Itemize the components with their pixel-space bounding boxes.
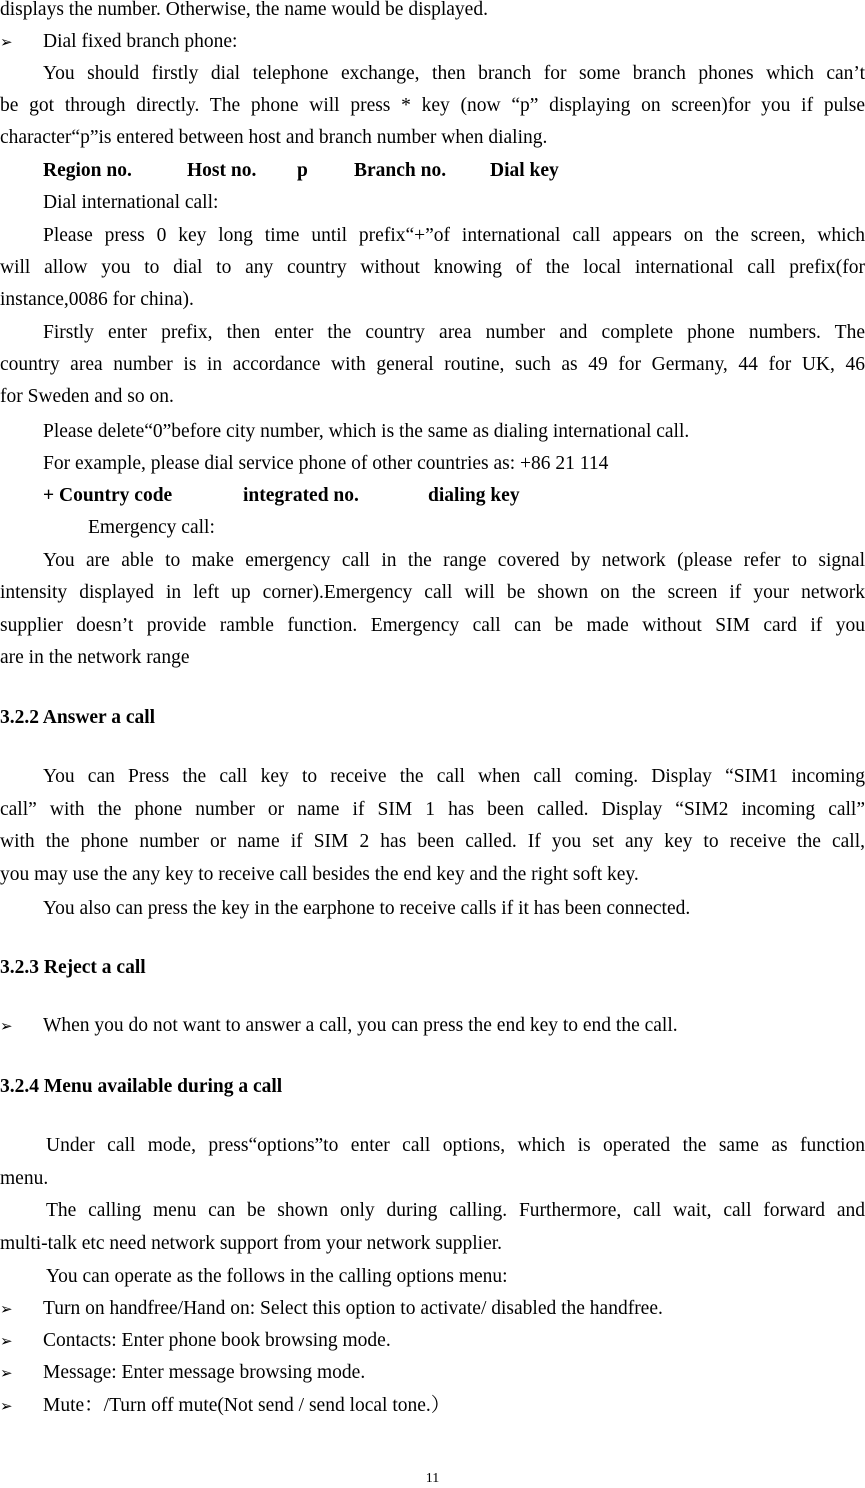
bullet-arrow-icon: ➢: [0, 1332, 13, 1350]
paragraph-line: supplier doesn’t provide ramble function. Emergency call can be made without SIM card if you: [0, 615, 865, 636]
bullet-text: Contacts: Enter phone book browsing mode.: [43, 1330, 391, 1351]
paragraph-line: You should firstly dial telephone exchange, then branch for some branch phones which can’t: [43, 63, 865, 84]
paragraph-line: call” with the phone number or name if SIM 1 has been called. Display “SIM2 incoming call”: [0, 799, 865, 820]
sequence-item: Dial key: [490, 160, 559, 181]
paragraph-line: Firstly enter prefix, then enter the country area number and complete phone numbers. The: [43, 322, 865, 343]
section-heading-reject-call: 3.2.3 Reject a call: [0, 957, 146, 978]
sequence-item: + Country code: [43, 485, 173, 506]
bullet-text: When you do not want to answer a call, you can press the end key to end the call.: [43, 1015, 678, 1036]
intro-tail-text: displays the number. Otherwise, the name would be displayed.: [0, 0, 488, 20]
bullet-arrow-icon: ➢: [0, 1017, 13, 1035]
paragraph-line: country area number is in accordance with general routine, such as 49 for Germany, 44 for UK, 46: [0, 354, 865, 375]
bullet-text: Mute：/Turn off mute(Not send / send local tone.）: [43, 1395, 451, 1416]
paragraph-line: be got through directly. The phone will press * key (now “p” displaying on screen)for you if pulse: [0, 95, 865, 116]
paragraph-line: You are able to make emergency call in the range covered by network (please refer to signal: [43, 550, 865, 571]
sequence-item: Host no.: [187, 160, 257, 181]
sequence-item: p: [297, 160, 308, 181]
paragraph-line: intensity displayed in left up corner).Emergency call will be shown on the screen if your network: [0, 582, 865, 603]
fixed-branch-heading-text: Dial fixed branch phone:: [43, 31, 238, 52]
sequence-item: integrated no.: [243, 485, 359, 506]
international-heading: Dial international call:: [43, 192, 219, 213]
paragraph-line: You also can press the key in the earphone to receive calls if it has been connected.: [43, 898, 691, 919]
bullet-arrow-icon: ➢: [0, 1397, 13, 1415]
paragraph-line: Please delete“0”before city number, which is the same as dialing international call.: [43, 421, 690, 442]
sequence-item: Branch no.: [354, 160, 447, 181]
sequence-item: Region no.: [43, 160, 132, 181]
paragraph-line: Under call mode, press“options”to enter call options, which is operated the same as function: [46, 1135, 865, 1156]
emergency-heading: Emergency call:: [88, 517, 215, 538]
bullet-arrow-icon: ➢: [0, 1364, 13, 1382]
paragraph-line: will allow you to dial to any country without knowing of the local international call prefix(for: [0, 257, 865, 278]
paragraph-line: character“p”is entered between host and branch number when dialing.: [0, 127, 548, 148]
paragraph-line: For example, please dial service phone of other countries as: +86 21 114: [43, 453, 609, 474]
bullet-arrow-icon: ➢: [0, 1300, 13, 1318]
paragraph-line: You can Press the call key to receive the call when call coming. Display “SIM1 incoming: [43, 766, 865, 787]
bullet-arrow-icon: ➢: [0, 33, 13, 51]
sequence-item: dialing key: [428, 485, 520, 506]
bullet-text: Message: Enter message browsing mode.: [43, 1362, 366, 1383]
bullet-text: Turn on handfree/Hand on: Select this option to activate/ disabled the handfree.: [43, 1298, 663, 1319]
paragraph-line: menu.: [0, 1168, 49, 1189]
paragraph-line: instance,0086 for china).: [0, 289, 194, 310]
paragraph-line: for Sweden and so on.: [0, 386, 174, 407]
paragraph-line: with the phone number or name if SIM 2 has been called. If you set any key to receive the call,: [0, 831, 865, 852]
page-number: 11: [425, 1471, 440, 1486]
paragraph-line: multi-talk etc need network support from your network supplier.: [0, 1233, 503, 1254]
paragraph-line: The calling menu can be shown only during calling. Furthermore, call wait, call forward and: [46, 1200, 865, 1221]
paragraph-line: you may use the any key to receive call besides the end key and the right soft key.: [0, 864, 639, 885]
paragraph-line: You can operate as the follows in the calling options menu:: [46, 1266, 508, 1287]
paragraph-line: Please press 0 key long time until prefix“+”of international call appears on the screen, which: [43, 225, 865, 246]
section-heading-menu-during-call: 3.2.4 Menu available during a call: [0, 1076, 283, 1097]
section-heading-answer-call: 3.2.2 Answer a call: [0, 707, 156, 728]
paragraph-line: are in the network range: [0, 647, 190, 668]
